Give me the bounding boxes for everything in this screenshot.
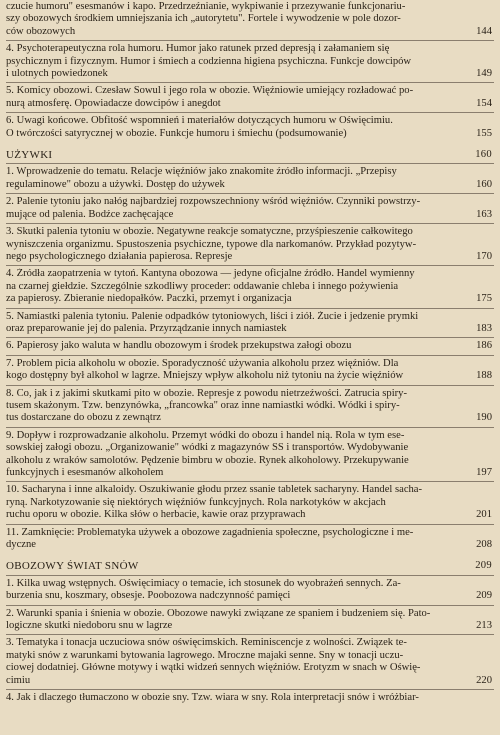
page-number: 183 bbox=[476, 322, 492, 334]
divider bbox=[6, 308, 494, 309]
toc-entry bbox=[6, 43, 494, 80]
toc-entry bbox=[6, 578, 494, 603]
entry-line: matyki snów z warunkami bytowania lagrowego. Mroczne majaki senne. Sny w tonacji uczu- bbox=[6, 649, 404, 661]
divider bbox=[6, 689, 494, 690]
entry-line bbox=[6, 370, 494, 382]
entry-line: ryną. Narkotyzowanie się niektórych więźniów funkcyjnych. Rola narkotyków w akcjach bbox=[6, 496, 386, 508]
entry-line-text: regulaminowe" obozu a używki. Dostęp do używek bbox=[6, 178, 225, 190]
toc-entry bbox=[6, 1, 494, 38]
entry-line: alkoholu z wraków samolotów. Pędzenie bimbru w obozie. Rynek alkoholowy. Przekupywanie bbox=[6, 454, 409, 466]
entry-line-text: cimiu bbox=[6, 674, 31, 686]
section-heading-text: UŻYWKI bbox=[6, 149, 53, 162]
entry-line: 4. Źródła zaopatrzenia w tytoń. Kantyna obozowa — jedyne oficjalne źródło. Handel wymienny bbox=[6, 268, 415, 280]
toc-section-humor-continued bbox=[6, 0, 494, 140]
entry-line-text: ruchu oporu w obozie. Kilka słów o herbacie, kawie oraz przyprawach bbox=[6, 509, 306, 521]
entry-line bbox=[6, 98, 494, 110]
entry-line: 9. Dopływ i rozprowadzanie alkoholu. Przemyt wódki do obozu i handel nią. Rola w tym ese- bbox=[6, 429, 405, 441]
entry-line: 6. Uwagi końcowe. Obfitość wspomnień i materiałów dotyczących humoru w Oświęcimiu. bbox=[6, 115, 393, 127]
page-number: 155 bbox=[476, 127, 492, 139]
entry-line bbox=[6, 323, 494, 335]
entry-line: ciowej dodatniej. Główne motywy i wątki widzeń sennych więźniów. Erotyzm w snach w Oświę- bbox=[6, 662, 421, 674]
entry-line: 3. Tematyka i tonacja uczuciowa snów oświęcimskich. Reminiscencje z wolności. Związek te- bbox=[6, 637, 407, 649]
toc-entry bbox=[6, 196, 494, 221]
divider bbox=[6, 481, 494, 482]
entry-line-text: burzenia snu, koszmary, obsesje. Poobozowa nadczynność pamięci bbox=[6, 590, 291, 602]
entry-line bbox=[6, 128, 494, 140]
entry-line-text: ców obozowych bbox=[6, 25, 76, 37]
page-number: 144 bbox=[476, 25, 492, 37]
entry-line: psychicznym i fizycznym. Humor i śmiech a codzienna higiena psychiczna. Funkcje dowcipów bbox=[6, 55, 412, 67]
toc-entry bbox=[6, 85, 494, 110]
divider bbox=[6, 575, 494, 576]
toc-entry bbox=[6, 268, 494, 305]
entry-line: 3. Skutki palenia tytoniu w obozie. Negatywne reakcje somatyczne, przyśpieszenie całkowitego bbox=[6, 226, 413, 238]
entry-line-text: logiczne skutki niedoboru snu w lagrze bbox=[6, 620, 173, 632]
toc-entry bbox=[6, 527, 494, 552]
entry-line: 4. Jak i dlaczego tłumaczono w obozie sny. Tzw. wiara w sny. Rola interpretacji snów i wróżbiar- bbox=[6, 692, 419, 704]
page-number: 208 bbox=[476, 539, 492, 551]
entry-line bbox=[6, 68, 494, 80]
entry-line: sowskiej załogi obozu. „Organizowanie" wódki z magazynów SS i transportów. Wydobywanie bbox=[6, 442, 409, 454]
entry-line-text: tus dostarczane do obozu z zewnątrz bbox=[6, 412, 162, 424]
entry-line-text: nurą atmosferę. Opowiadacze dowcipów i anegdot bbox=[6, 97, 221, 109]
entry-line bbox=[6, 26, 494, 38]
entry-line: 5. Komicy obozowi. Czesław Sowul i jego rola w obozie. Więźniowie umiejący rozładować po- bbox=[6, 85, 414, 97]
entry-line-text: nego psychologicznego działania papierosa. Represje bbox=[6, 250, 233, 262]
page-number: 149 bbox=[476, 68, 492, 80]
section-heading bbox=[6, 149, 494, 161]
page-number: 197 bbox=[476, 467, 492, 478]
entry-line bbox=[6, 467, 494, 479]
divider bbox=[6, 82, 494, 83]
page-number: 175 bbox=[476, 293, 492, 305]
page-number: 188 bbox=[476, 370, 492, 382]
entry-line bbox=[6, 209, 494, 221]
entry-line bbox=[6, 675, 494, 687]
page-number: 186 bbox=[476, 340, 492, 352]
page-number: 209 bbox=[476, 590, 492, 602]
divider bbox=[6, 265, 494, 266]
entry-line-text: mujące od palenia. Bodźce zachęcające bbox=[6, 208, 174, 220]
entry-line-text: oraz preparowanie jej do palenia. Przyrządzanie innych namiastek bbox=[6, 322, 287, 334]
entry-line: 1. Wprowadzenie do tematu. Relacje więźniów jako znakomite źródło informacji. „Przepisy bbox=[6, 166, 397, 178]
entry-line: 11. Zamknięcie: Problematyka używek a obozowe zagadnienia społeczne, psychologiczne i me- bbox=[6, 526, 414, 538]
page-number: 160 bbox=[476, 178, 492, 190]
divider bbox=[6, 355, 494, 356]
divider bbox=[6, 634, 494, 635]
toc-entry bbox=[6, 388, 494, 425]
toc-entry bbox=[6, 484, 494, 521]
entry-line: 1. Kilka uwag wstępnych. Oświęcimiacy o temacie, ich stosunek do wyobrażeń sennych. Za- bbox=[6, 577, 401, 589]
entry-line: czucie humoru" esesmanów i kapo. Przedrzeźnianie, wykpiwanie i przezywanie funkcjonariu- bbox=[6, 1, 406, 12]
entry-line: szy obozowych środkiem umniejszania ich „autorytetu". Fortele i wywodzenie w pole dozor- bbox=[6, 13, 401, 25]
entry-line-text: funkcyjnych i esesmanów alkoholem bbox=[6, 467, 164, 478]
page-number: 190 bbox=[476, 412, 492, 424]
page-number: 209 bbox=[475, 560, 492, 572]
toc-section-uzywki bbox=[6, 149, 494, 551]
entry-line bbox=[6, 179, 494, 191]
toc-entry bbox=[6, 358, 494, 383]
entry-line-text: kogo dostępny był alkohol w lagrze. Mniejszy wpływ alkoholu niż tytoniu na życie więźniów bbox=[6, 370, 404, 382]
page-number: 170 bbox=[476, 250, 492, 262]
divider bbox=[6, 385, 494, 386]
entry-line: 5. Namiastki palenia tytoniu. Palenie odpadków tytoniowych, liści i ziół. Żucie i jedzenie prymki bbox=[6, 310, 419, 322]
toc-entry bbox=[6, 226, 494, 263]
divider bbox=[6, 193, 494, 194]
toc-entry bbox=[6, 115, 494, 140]
page-number: 220 bbox=[476, 674, 492, 686]
entry-line bbox=[6, 509, 494, 521]
page-number: 160 bbox=[475, 149, 492, 161]
divider bbox=[6, 40, 494, 41]
entry-line: 8. Co, jak i z jakimi skutkami pito w obozie. Represje z powodu nietrzeźwości. Zatrucia spiry- bbox=[6, 387, 407, 399]
divider bbox=[6, 337, 494, 338]
entry-line bbox=[6, 590, 494, 602]
entry-line-text: dyczne bbox=[6, 539, 36, 551]
divider bbox=[6, 163, 494, 164]
entry-line: 2. Warunki spania i śnienia w obozie. Obozowe nawyki związane ze spaniem i budzeniem się. Pato- bbox=[6, 607, 431, 619]
entry-line-text: za papierosy. Zbieranie niedopałków. Paczki, przemyt i organizacja bbox=[6, 293, 292, 305]
entry-line bbox=[6, 251, 494, 263]
toc-section-swiat-snow bbox=[6, 560, 494, 704]
toc-entry bbox=[6, 166, 494, 191]
divider bbox=[6, 223, 494, 224]
toc-entry bbox=[6, 430, 494, 480]
toc-entry bbox=[6, 340, 494, 352]
entry-line: 7. Problem picia alkoholu w obozie. Sporadyczność używania alkoholu przez więźniów. Dla bbox=[6, 357, 399, 369]
section-heading-text: OBOZOWY ŚWIAT SNÓW bbox=[6, 560, 139, 573]
entry-line bbox=[6, 539, 494, 551]
toc-entry bbox=[6, 311, 494, 336]
entry-line: na czarnej giełdzie. Szczególnie szkodliwy proceder: oddawanie chleba i innego pożywienia bbox=[6, 280, 399, 292]
entry-line: 4. Psychoterapeutyczna rola humoru. Humor jako ratunek przed depresją i załamaniem się bbox=[6, 43, 390, 55]
page-number: 201 bbox=[476, 509, 492, 521]
page-number: 154 bbox=[476, 97, 492, 109]
entry-line bbox=[6, 293, 494, 305]
toc-entry bbox=[6, 637, 494, 687]
page-number: 213 bbox=[476, 620, 492, 632]
entry-line: tusem skażonym. Tzw. benzynówka, „francowka" oraz inne namiastki wódki. Wódki i spiry- bbox=[6, 399, 400, 411]
divider bbox=[6, 112, 494, 113]
entry-line-text: i ulotnych powiedzonek bbox=[6, 68, 108, 80]
entry-line bbox=[6, 340, 494, 352]
page-number: 163 bbox=[476, 208, 492, 220]
divider bbox=[6, 427, 494, 428]
section-heading bbox=[6, 560, 494, 572]
toc-entry bbox=[6, 692, 494, 704]
toc-entry bbox=[6, 608, 494, 633]
divider bbox=[6, 605, 494, 606]
entry-line-text: O twórczości satyrycznej w obozie. Funkcje humoru i śmiechu (podsumowanie) bbox=[6, 127, 347, 139]
entry-line: 10. Sacharyna i inne alkaloidy. Oszukiwanie głodu przez ssanie tabletek sacharyny. Handel sacha- bbox=[6, 484, 423, 496]
entry-line: wyniszczenia organizmu. Spustoszenia psychiczne, typowe dla narkomanów. Przykład pozytyw- bbox=[6, 238, 417, 250]
entry-line bbox=[6, 620, 494, 632]
divider bbox=[6, 524, 494, 525]
entry-line: 2. Palenie tytoniu jako nałóg najbardziej rozpowszechniony wśród więźniów. Czynniki powstrzy- bbox=[6, 196, 421, 208]
entry-line bbox=[6, 412, 494, 424]
entry-line-text: 6. Papierosy jako waluta w handlu obozowym i środek przekupstwa załogi obozu bbox=[6, 340, 352, 352]
